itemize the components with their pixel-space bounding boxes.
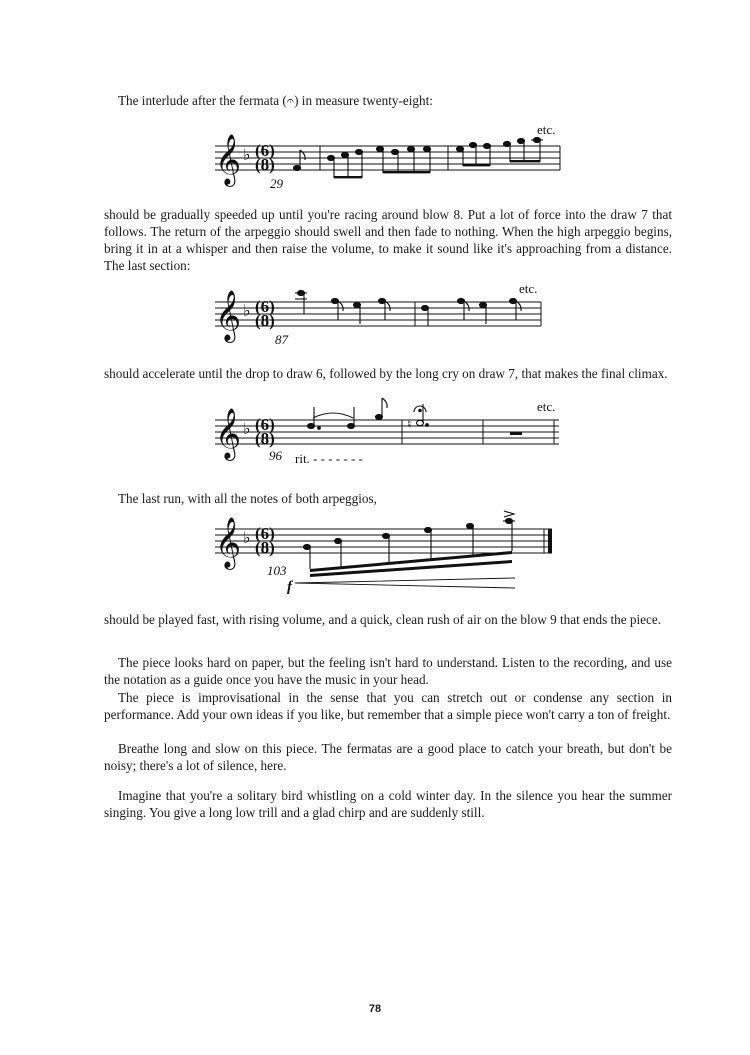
svg-text:(6): (6): [255, 141, 275, 160]
music-example-1: [215, 118, 575, 193]
svg-text:♭: ♭: [243, 530, 251, 547]
paragraph-after-example-1: should be gradually speeded up until you're racing around blow 8. Put a lot of force into the draw 7 that follows. The return of the arpeggio should swell and then fade to nothing. When the high arpeggio begins, bring it in at a whisper and then raise the volume, to make it sound like it's approaching from a distance. The last section:: [104, 207, 672, 273]
svg-text:𝄞: 𝄞: [215, 135, 242, 184]
svg-text:(8): (8): [255, 311, 275, 330]
svg-text:♭: ♭: [243, 421, 251, 438]
svg-text:♮: ♮: [407, 417, 412, 431]
intro-paragraph: The interlude after the fermata (𝄐) in measure twenty-eight:: [118, 93, 433, 108]
paragraph-before-example-4: The last run, with all the notes of both arpeggios,: [118, 491, 377, 506]
svg-text:♭: ♭: [243, 147, 251, 164]
svg-text:(6): (6): [255, 524, 275, 543]
svg-text:𝄞: 𝄞: [215, 518, 242, 567]
etc-label-1: etc.: [537, 122, 556, 137]
body-paragraph-2: The piece is improvisational in the sense that you can stretch out or condense any section in performance. Add your own ideas if you like, but remember that a simple piece won't carry a ton of freight.: [104, 690, 672, 722]
etc-label-2: etc.: [519, 281, 538, 296]
body-paragraph-3: Breathe long and slow on this piece. The fermatas are a good place to catch your breath, but don't be noisy; there's a lot of silence, here.: [104, 741, 672, 773]
measure-number-96: 96: [269, 448, 282, 463]
measure-number-103: 103: [267, 563, 287, 578]
svg-text:(8): (8): [255, 155, 275, 174]
svg-text:𝄞: 𝄞: [215, 291, 242, 340]
paragraph-after-example-2: should accelerate until the drop to draw 6, followed by the long cry on draw 7, that makes the final climax.: [104, 366, 668, 381]
svg-text:(8): (8): [255, 538, 275, 557]
music-example-4: [215, 507, 555, 602]
svg-text:♭: ♭: [243, 303, 251, 320]
paragraph-after-example-4: should be played fast, with rising volume, and a quick, clean rush of air on the blow 9 that ends the piece.: [104, 612, 662, 627]
measure-number-87: 87: [275, 332, 288, 347]
body-paragraph-1: The piece looks hard on paper, but the feeling isn't hard to understand. Listen to the recording, and use the notation as a guide once you have the music in your head.: [104, 655, 672, 687]
measure-number-29: 29: [270, 176, 283, 191]
page-number: 78: [368, 1003, 382, 1015]
dynamic-forte: f: [287, 579, 292, 595]
svg-text:(8): (8): [255, 429, 275, 448]
svg-text:𝄞: 𝄞: [215, 409, 242, 458]
ritardando-marking: rit. - - - - - - -: [295, 451, 363, 466]
svg-text:(6): (6): [255, 297, 275, 316]
music-example-3: [215, 398, 555, 473]
svg-text:(6): (6): [255, 415, 275, 434]
body-paragraph-4: Imagine that you're a solitary bird whistling on a cold winter day. In the silence you hear the summer singing. You give a long low trill and a glad chirp and are suddenly still.: [104, 788, 672, 820]
etc-label-3: etc.: [537, 399, 556, 414]
music-example-2: [215, 280, 555, 355]
